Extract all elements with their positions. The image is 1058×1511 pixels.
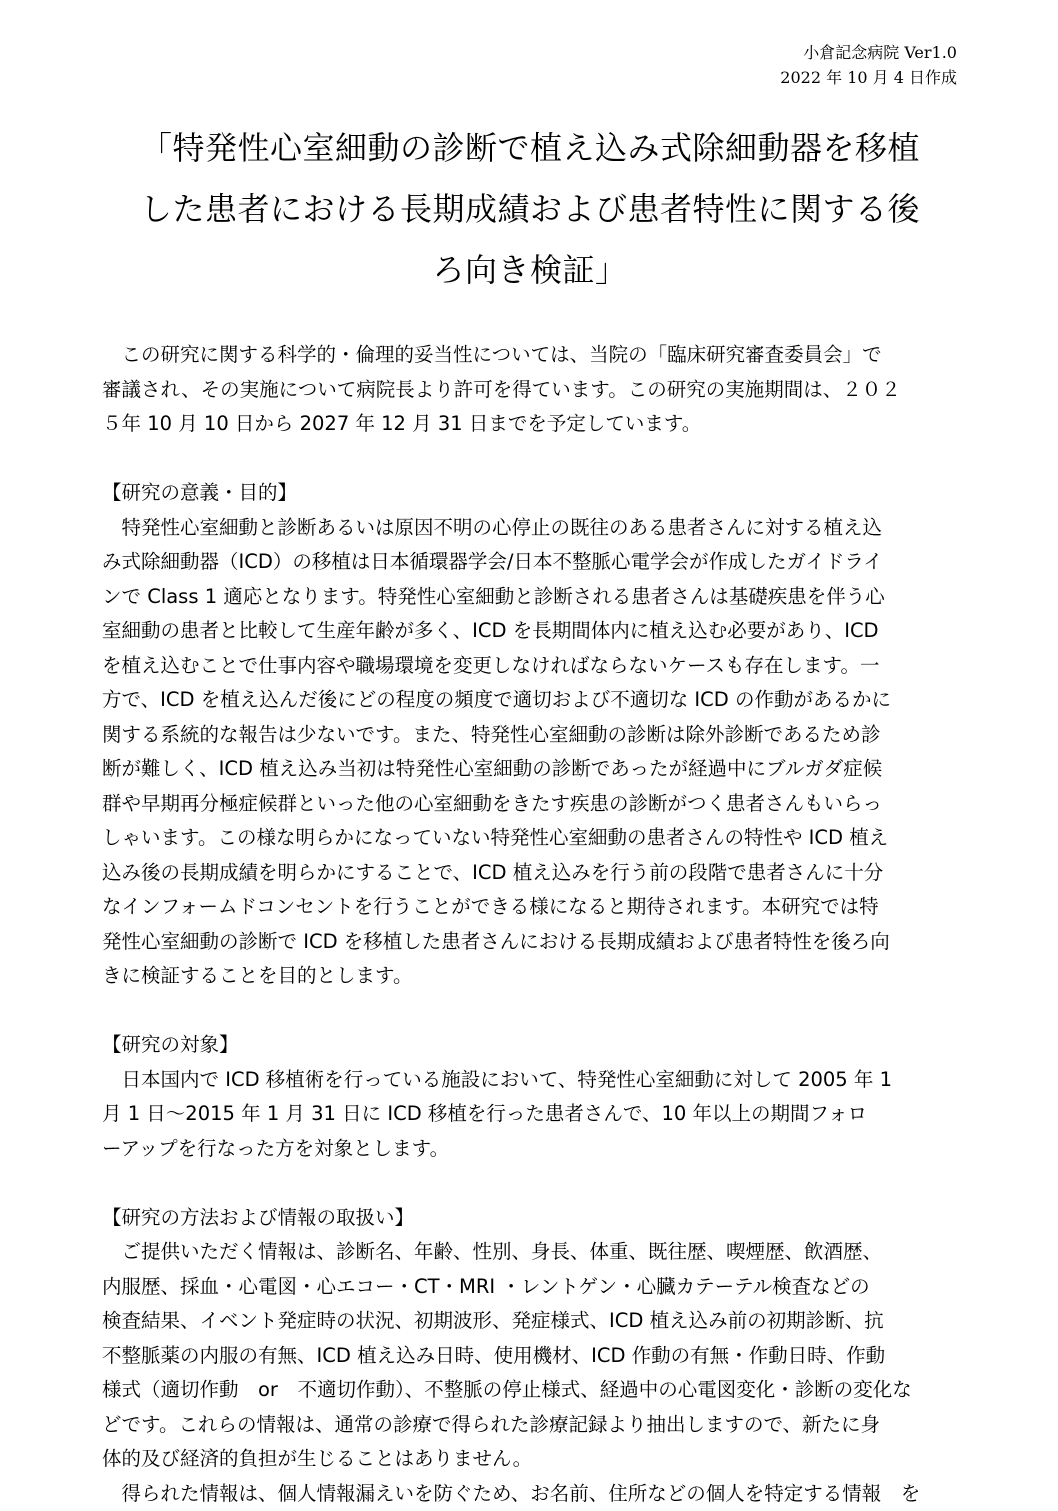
text-line: 得られた情報は、個人情報漏えいを防ぐため、お名前、住所などの個人を特定する情報 を: [102, 1477, 960, 1511]
organization-version: 小倉記念病院 Ver1.0: [780, 40, 957, 65]
text-line: ご提供いただく情報は、診断名、年齢、性別、身長、体重、既往歴、喫煙歴、飲酒歴、: [102, 1235, 960, 1270]
intro-paragraph: [102, 338, 960, 442]
text-line: 日本国内で ICD 移植術を行っている施設において、特発性心室細動に対して 2005 年 1: [102, 1063, 960, 1098]
text-line: 込み後の長期成績を明らかにすることで、ICD 植え込みを行う前の段階で患者さんに十分: [102, 856, 960, 891]
text-line: 発性心室細動の診断で ICD を移植した患者さんにおける長期成績および患者特性を後ろ向: [102, 925, 960, 960]
text-line: 断が難しく、ICD 植え込み当初は特発性心室細動の診断であったが経過中にブルガダ症候: [102, 752, 960, 787]
text-line: なインフォームドコンセントを行うことができる様になると期待されます。本研究では特: [102, 890, 960, 925]
text-line: しゃいます。この様な明らかになっていない特発性心室細動の患者さんの特性や ICD 植え: [102, 821, 960, 856]
title-line: ろ向き検証」: [100, 240, 960, 301]
section-methods: [102, 1201, 960, 1511]
text-line: み式除細動器（ICD）の移植は日本循環器学会/日本不整脈心電学会が作成したガイドライ: [102, 545, 960, 580]
text-line: きに検証することを目的とします。: [102, 959, 960, 994]
text-line: 方で、ICD を植え込んだ後にどの程度の頻度で適切および不適切な ICD の作動があるかに: [102, 683, 960, 718]
text-line: 審議され、その実施について病院長より許可を得ています。この研究の実施期間は、２０２: [102, 373, 960, 408]
text-line: 群や早期再分極症候群といった他の心室細動をきたす疾患の診断がつく患者さんもいらっ: [102, 787, 960, 822]
text-line: 不整脈薬の内服の有無、ICD 植え込み日時、使用機材、ICD 作動の有無・作動日時、作動: [102, 1339, 960, 1374]
document-header: [780, 40, 957, 90]
text-line: どです。これらの情報は、通常の診療で得られた診療記録より抽出しますので、新たに身: [102, 1408, 960, 1443]
section-heading: 【研究の方法および情報の取扱い】: [102, 1201, 960, 1236]
paragraph-gap: [102, 994, 960, 1029]
text-line: ５年 10 月 10 日から 2027 年 12 月 31 日までを予定しています。: [102, 407, 960, 442]
document-title: [100, 118, 960, 301]
text-line: 月 1 日～2015 年 1 月 31 日に ICD 移植を行った患者さんで、10 年以上の期間フォロ: [102, 1097, 960, 1132]
text-line: 室細動の患者と比較して生産年齢が多く、ICD を長期間体内に植え込む必要があり、ICD: [102, 614, 960, 649]
text-line: ーアップを行なった方を対象とします。: [102, 1132, 960, 1167]
text-line: 体的及び経済的負担が生じることはありません。: [102, 1442, 960, 1477]
text-line: 関する系統的な報告は少ないです。また、特発性心室細動の診断は除外診断であるため診: [102, 718, 960, 753]
title-line: 「特発性心室細動の診断で植え込み式除細動器を移植: [100, 118, 960, 179]
section-subjects: [102, 1028, 960, 1166]
text-line: ンで Class 1 適応となります。特発性心室細動と診断される患者さんは基礎疾患を伴う心: [102, 580, 960, 615]
document-body: [102, 338, 960, 1511]
text-line: 特発性心室細動と診断あるいは原因不明の心停止の既往のある患者さんに対する植え込: [102, 511, 960, 546]
title-line: した患者における長期成績および患者特性に関する後: [100, 179, 960, 240]
text-line: 内服歴、採血・心電図・心エコー・CT・MRI ・レントゲン・心臓カテーテル検査などの: [102, 1270, 960, 1305]
text-line: 様式（適切作動 or 不適切作動）、不整脈の停止様式、経過中の心電図変化・診断の変化な: [102, 1373, 960, 1408]
text-line: を植え込むことで仕事内容や職場環境を変更しなければならないケースも存在します。一: [102, 649, 960, 684]
section-heading: 【研究の対象】: [102, 1028, 960, 1063]
paragraph-gap: [102, 442, 960, 477]
creation-date: 2022 年 10 月 4 日作成: [780, 65, 957, 90]
text-line: 検査結果、イベント発症時の状況、初期波形、発症様式、ICD 植え込み前の初期診断、抗: [102, 1304, 960, 1339]
section-purpose: [102, 476, 960, 994]
text-line: この研究に関する科学的・倫理的妥当性については、当院の「臨床研究審査委員会」で: [102, 338, 960, 373]
paragraph-gap: [102, 1166, 960, 1201]
section-heading: 【研究の意義・目的】: [102, 476, 960, 511]
